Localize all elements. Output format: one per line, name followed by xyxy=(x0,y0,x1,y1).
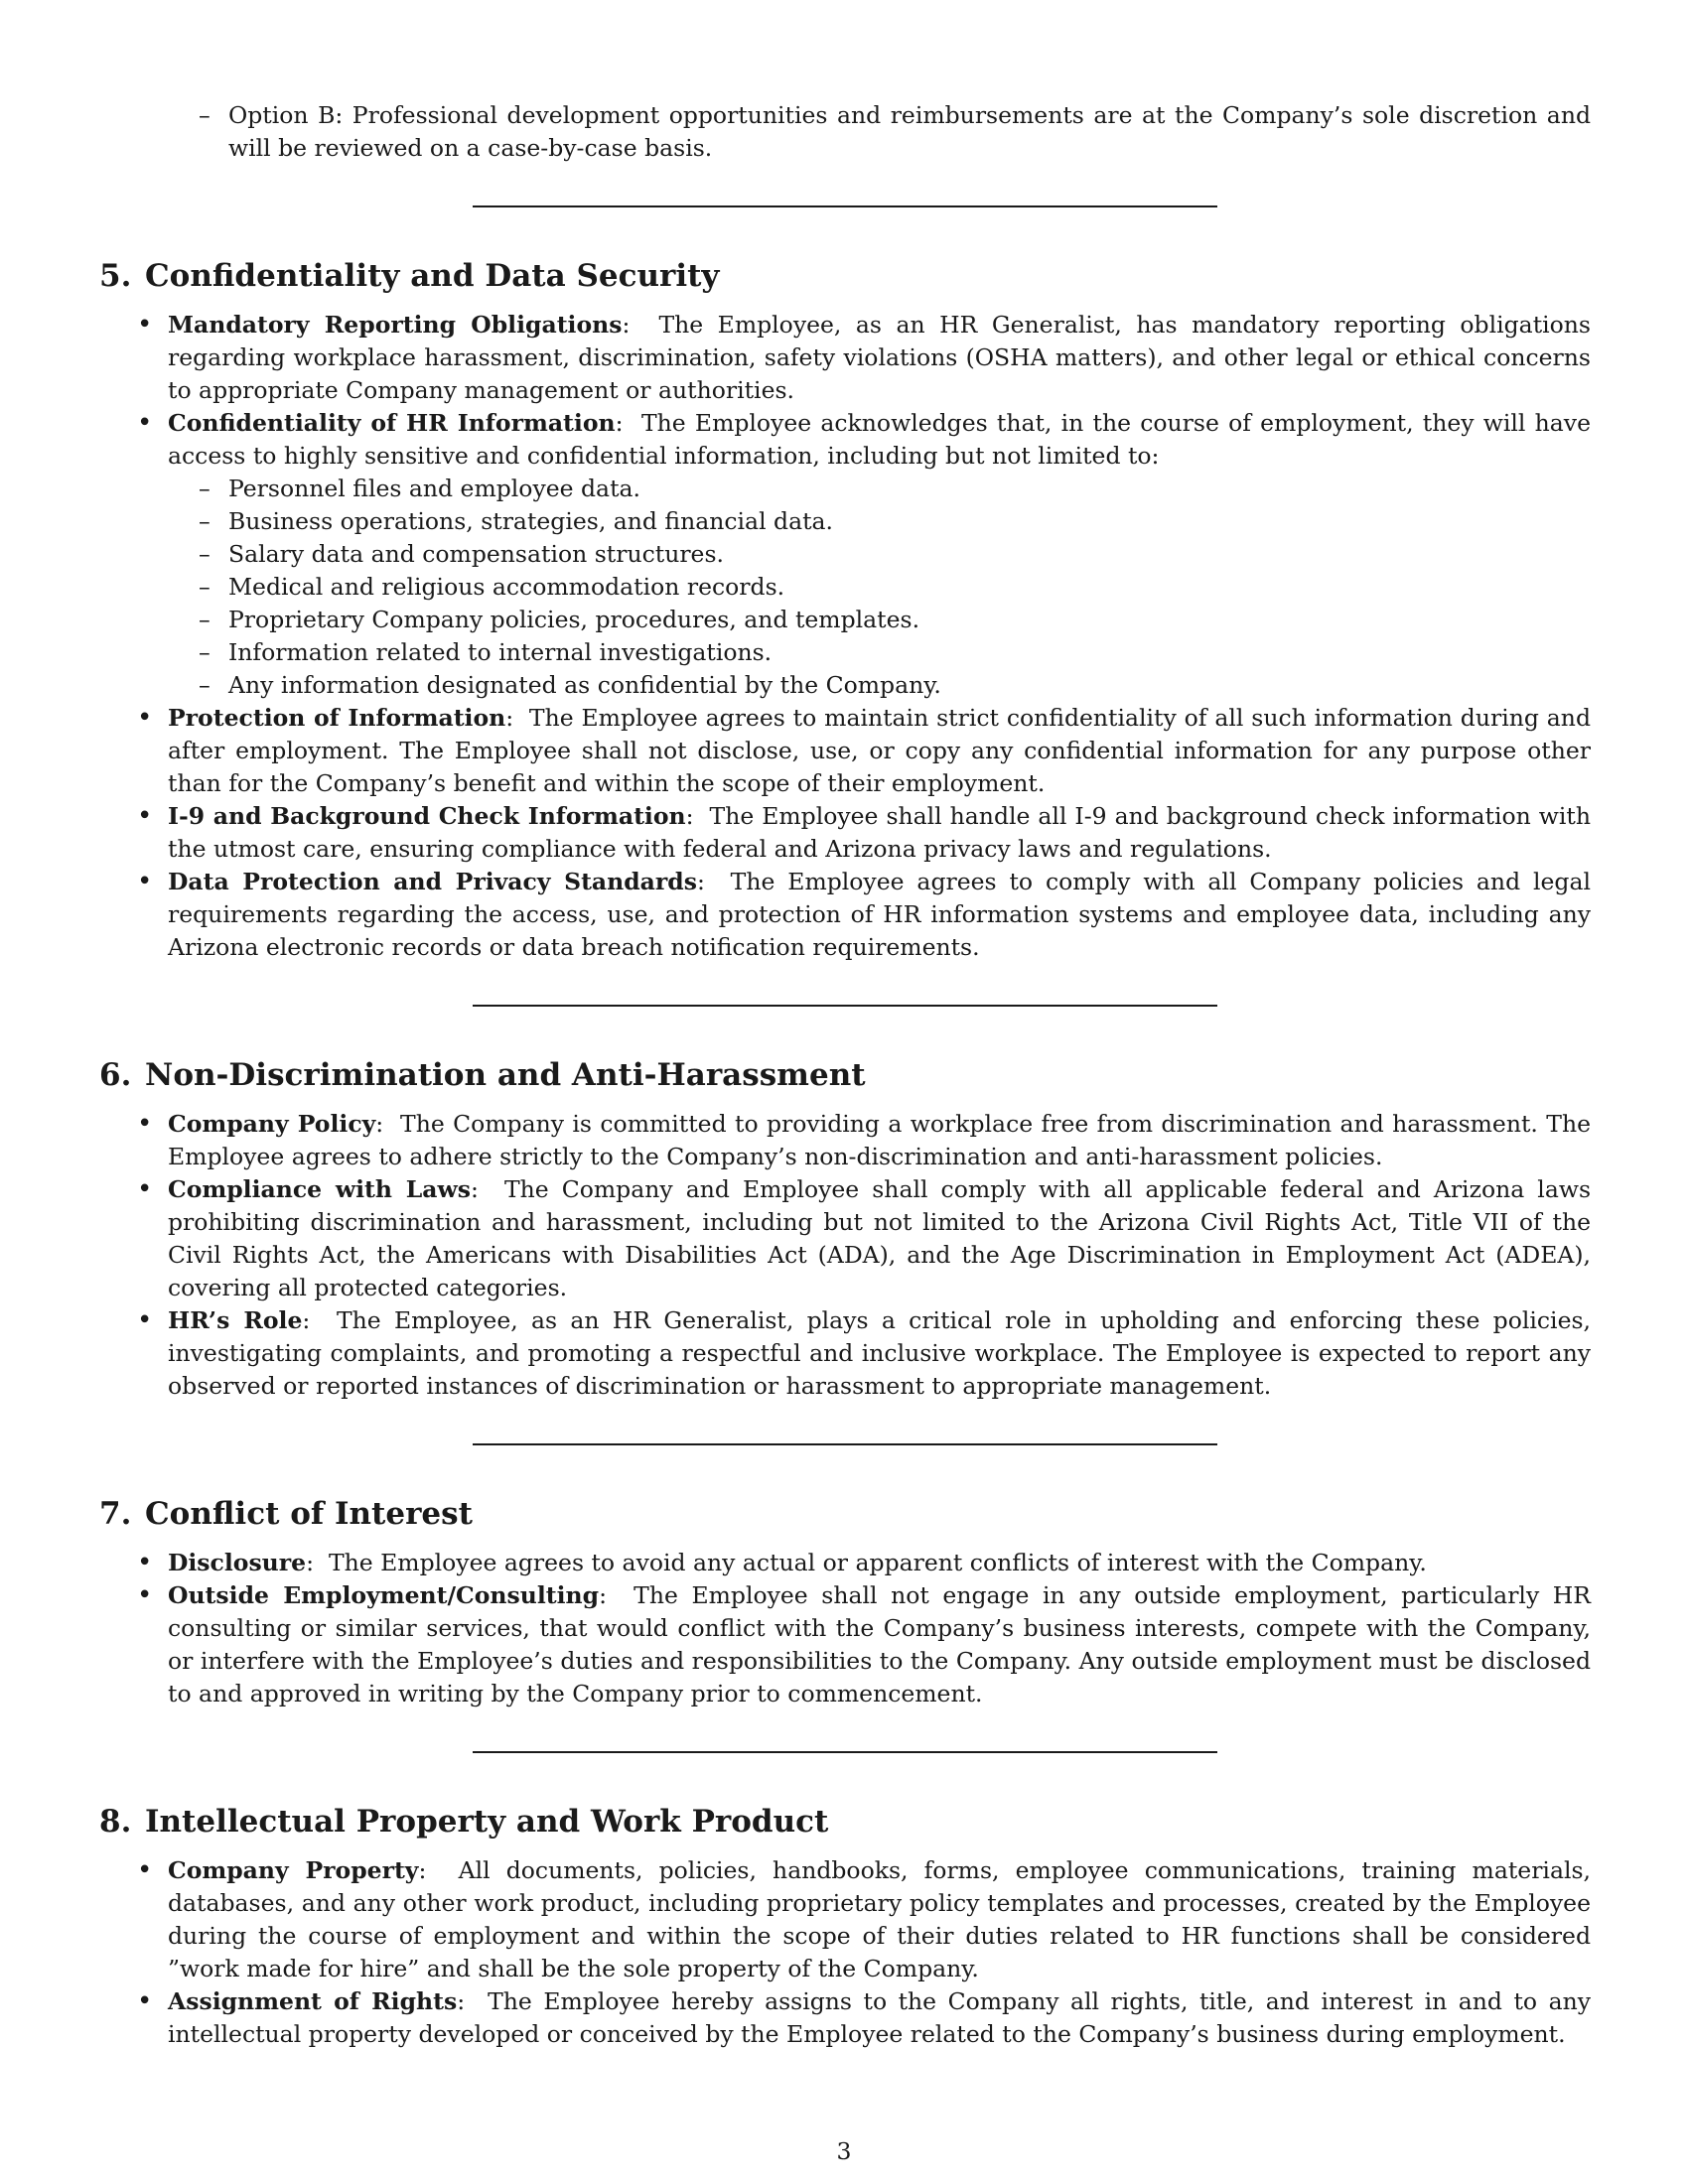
sub-item-list xyxy=(99,473,1591,702)
sub-item: – Information related to internal investigations. xyxy=(99,636,1591,669)
section-title: Intellectual Property and Work Product xyxy=(145,1804,829,1840)
bullet-term: Company Property xyxy=(168,1856,419,1884)
bullet-item: • Compliance with Laws: The Company and Employee shall comply with all applicable federal and Arizona laws prohibiting discrimination and harassment, including but not limited to the Arizona Civil Rights Act, Title VII of the Civil Rights Act, the Americans with Disabilities Act (ADA), and the Age Discrimination in Employment Act (ADEA), covering all protected categories. xyxy=(99,1173,1591,1304)
bullet-text: The Employee agrees to maintain strict confidentiality of all such information during and after employment. The Employee shall not disclose, use, or copy any confidential information for any purpose other than for the Company’s benefit and within the scope of their employment. xyxy=(168,704,1591,797)
bullet-term: Outside Employment/Consulting xyxy=(168,1581,600,1609)
sub-item: – Any information designated as confidential by the Company. xyxy=(99,669,1591,702)
bullet-item: • Protection of Information: The Employee agrees to maintain strict confidentiality of all such information during and after employment. The Employee shall not disclose, use, or copy any confidential information for any purpose other than for the Company’s benefit and within the scope of their employment. xyxy=(99,702,1591,800)
bullet-text: The Employee, as an HR Generalist, plays a critical role in upholding and enforcing these policies, investigating complaints, and promoting a respectful and inclusive workplace. The Employee is expected to report any observed or reported instances of discrimination or harassment to appropriate management. xyxy=(168,1306,1592,1400)
section-number: 5. xyxy=(99,258,132,294)
section-heading-7 xyxy=(99,1495,1591,1533)
bullet-text: The Employee agrees to avoid any actual or apparent conflicts of interest with the Company. xyxy=(328,1549,1427,1576)
section-title: Confidentiality and Data Security xyxy=(145,258,720,294)
bullet-text: All documents, policies, handbooks, forms, employee communications, training materials, databases, and any other work product, including proprietary policy templates and processes, created by the Employee during the course of employment and within the scope of their duties related to HR functions shall be considered ”work made for hire” and shall be the sole property of the Company. xyxy=(168,1856,1592,1982)
bullet-term: Confidentiality of HR Information xyxy=(168,409,616,437)
bullet-item: • Disclosure: The Employee agrees to avoid any actual or apparent conflicts of interest with the Company. xyxy=(99,1547,1591,1579)
sub-item: – Proprietary Company policies, procedures, and templates. xyxy=(99,604,1591,636)
section-bullet-list xyxy=(99,309,1591,964)
bullet-term: Disclosure xyxy=(168,1549,307,1576)
section-title: Non-Discrimination and Anti-Harassment xyxy=(145,1057,866,1093)
bullet-item: • Outside Employment/Consulting: The Employee shall not engage in any outside employment, particularly HR consulting or similar services, that would conflict with the Company’s business interests, compete with the Company, or interfere with the Employee’s duties and responsibilities to the Company. Any outside employment must be disclosed to and approved in writing by the Company prior to commencement. xyxy=(99,1579,1591,1710)
bullet-item: • Confidentiality of HR Information: The Employee acknowledges that, in the course of employment, they will have access to highly sensitive and confidential information, including but not limited to: – Personnel files and employee data. – Business operations, strategies, and financial data. – Salary data and compensation structures. – Medical and religious accommodation records. – Proprietary Company policies, procedures, and templates. – Information related to internal investigations. – Any information designated as confidential by the Company. xyxy=(99,407,1591,702)
bullet-term: Data Protection and Privacy Standards xyxy=(168,868,697,895)
section-divider xyxy=(473,1005,1217,1007)
sub-item: – Salary data and compensation structures. xyxy=(99,538,1591,571)
section-title: Conflict of Interest xyxy=(145,1496,473,1532)
option-b-item: – Option B: Professional development opportunities and reimbursements are at the Company’s sole discretion and will be reviewed on a case-by-case basis. xyxy=(99,99,1591,165)
section-divider xyxy=(473,1443,1217,1445)
page-number: 3 xyxy=(836,2137,852,2165)
section-bullet-list xyxy=(99,1854,1591,2051)
sub-item: – Medical and religious accommodation records. xyxy=(99,571,1591,604)
sections-container xyxy=(99,257,1591,2051)
bullet-text: The Employee shall not engage in any outside employment, particularly HR consulting or similar services, that would conflict with the Company’s business interests, compete with the Company, or interfere with the Employee’s duties and responsibilities to the Company. Any outside employment must be disclosed to and approved in writing by the Company prior to commencement. xyxy=(168,1581,1591,1707)
bullet-text: The Company is committed to providing a workplace free from discrimination and harassment. The Employee agrees to adhere strictly to the Company’s non-discrimination and anti-harassment policies. xyxy=(168,1110,1591,1170)
bullet-term: Assignment of Rights xyxy=(168,1987,458,2015)
section-divider xyxy=(473,205,1217,207)
section-heading-8 xyxy=(99,1803,1591,1841)
bullet-item: • Company Property: All documents, policies, handbooks, forms, employee communications, training materials, databases, and any other work product, including proprietary policy templates and processes, created by the Employee during the course of employment and within the scope of their duties related to HR functions shall be considered ”work made for hire” and shall be the sole property of the Company. xyxy=(99,1854,1591,1985)
section-divider xyxy=(473,1751,1217,1753)
section-bullet-list xyxy=(99,1108,1591,1403)
bullet-term: Mandatory Reporting Obligations xyxy=(168,311,623,339)
bullet-item: • Data Protection and Privacy Standards: The Employee agrees to comply with all Company policies and legal requirements regarding the access, use, and protection of HR information systems and employee data, including any Arizona electronic records or data breach notification requirements. xyxy=(99,866,1591,964)
section-number: 8. xyxy=(99,1804,132,1840)
bullet-term: Company Policy xyxy=(168,1110,376,1138)
top-option-list xyxy=(99,99,1591,165)
section-bullet-list xyxy=(99,1547,1591,1710)
sub-item: – Business operations, strategies, and financial data. xyxy=(99,505,1591,538)
sub-item: – Personnel files and employee data. xyxy=(99,473,1591,505)
bullet-text: The Employee agrees to comply with all Company policies and legal requirements regarding the access, use, and protection of HR information systems and employee data, including any Arizona electronic records or data breach notification requirements. xyxy=(168,868,1592,961)
bullet-item: • Mandatory Reporting Obligations: The Employee, as an HR Generalist, has mandatory reporting obligations regarding workplace harassment, discrimination, safety violations (OSHA matters), and other legal or ethical concerns to appropriate Company management or authorities. xyxy=(99,309,1591,407)
section-heading-5 xyxy=(99,257,1591,295)
bullet-item: • Assignment of Rights: The Employee hereby assigns to the Company all rights, title, and interest in and to any intellectual property developed or conceived by the Employee related to the Company’s business during employment. xyxy=(99,1985,1591,2051)
bullet-text: The Employee acknowledges that, in the course of employment, they will have access to highly sensitive and confidential information, including but not limited to: xyxy=(168,409,1591,470)
bullet-term: Compliance with Laws xyxy=(168,1175,471,1203)
section-number: 6. xyxy=(99,1057,132,1093)
bullet-item: • Company Policy: The Company is committed to providing a workplace free from discrimination and harassment. The Employee agrees to adhere strictly to the Company’s non-discrimination and anti-harassment policies. xyxy=(99,1108,1591,1173)
bullet-term: Protection of Information xyxy=(168,704,506,732)
bullet-text: The Company and Employee shall comply with all applicable federal and Arizona laws prohibiting discrimination and harassment, including but not limited to the Arizona Civil Rights Act, Title VII of the Civil Rights Act, the Americans with Disabilities Act (ADA), and the Age Discrimination in Employment Act (ADEA), covering all protected categories. xyxy=(168,1175,1591,1301)
bullet-text: The Employee, as an HR Generalist, has mandatory reporting obligations regarding workplace harassment, discrimination, safety violations (OSHA matters), and other legal or ethical concerns to appropriate Company management or authorities. xyxy=(168,311,1591,404)
bullet-item: • HR’s Role: The Employee, as an HR Generalist, plays a critical role in upholding and enforcing these policies, investigating complaints, and promoting a respectful and inclusive workplace. The Employee is expected to report any observed or reported instances of discrimination or harassment to appropriate management. xyxy=(99,1304,1591,1403)
document-page xyxy=(99,99,1591,2051)
section-number: 7. xyxy=(99,1496,132,1532)
section-heading-6 xyxy=(99,1056,1591,1094)
bullet-text: The Employee hereby assigns to the Company all rights, title, and interest in and to any intellectual property developed or conceived by the Employee related to the Company’s business during employment. xyxy=(168,1987,1591,2048)
bullet-term: HR’s Role xyxy=(168,1306,303,1334)
bullet-text: The Employee shall handle all I-9 and background check information with the utmost care, ensuring compliance with federal and Arizona privacy laws and regulations. xyxy=(168,802,1591,863)
bullet-item: • I-9 and Background Check Information: The Employee shall handle all I-9 and background check information with the utmost care, ensuring compliance with federal and Arizona privacy laws and regulations. xyxy=(99,800,1591,866)
bullet-term: I-9 and Background Check Information xyxy=(168,802,686,830)
